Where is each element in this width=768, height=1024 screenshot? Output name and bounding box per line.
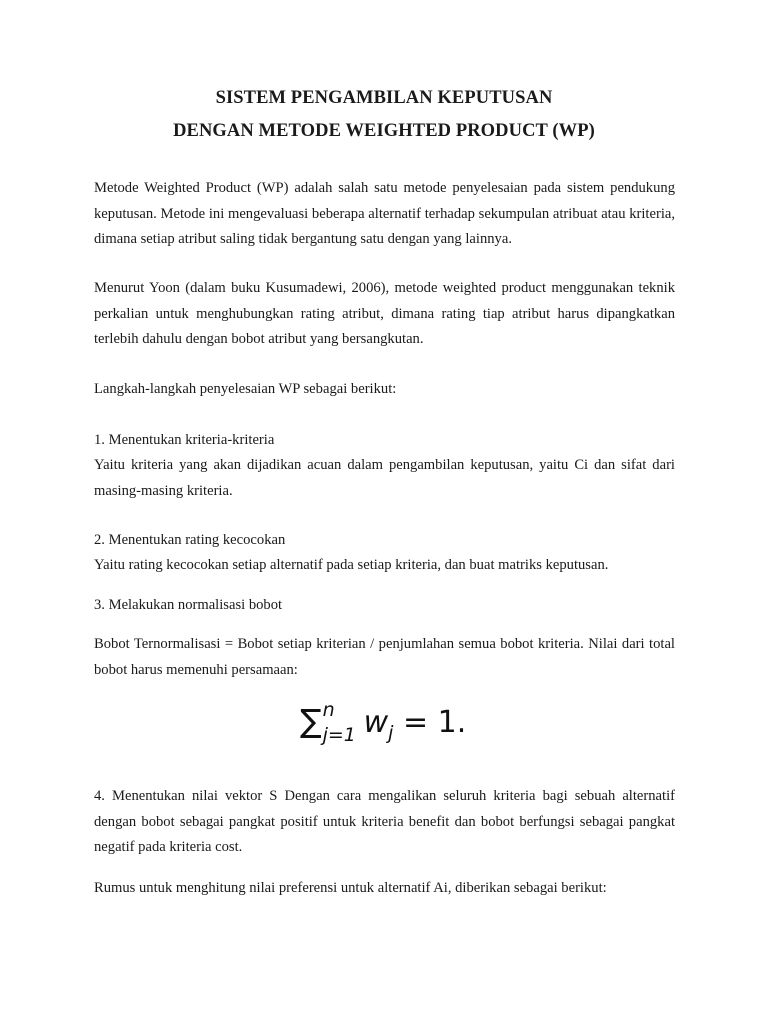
title-line-2: DENGAN METODE WEIGHTED PRODUCT (WP)	[173, 121, 595, 141]
title-line-1: SISTEM PENGAMBILAN KEPUTUSAN	[215, 88, 553, 108]
step-1-body: Yaitu kriteria yang akan dijadikan acuan dalam pengambilan keputusan, yaitu Ci dan sifat dari masing-masing kriteria.	[94, 457, 675, 499]
summation-symbol: ∑	[300, 702, 322, 740]
step-3-body: Bobot Ternormalisasi = Bobot setiap kriterian / penjumlahan semua bobot kriteria. Nilai dari total bobot harus memenuhi persamaan:	[94, 636, 675, 678]
lower-limit: j=1	[322, 723, 356, 746]
intro-paragraph: Metode Weighted Product (WP) adalah salah satu metode penyelesaian pada sistem pendukung keputusan. Metode ini mengevaluasi beberapa alternatif terhadap sekumpulan atribuat atau kriteria, dimana setiap atribut saling tidak bergantung satu dengan yang lainnya.	[94, 180, 675, 247]
upper-limit: n	[322, 698, 335, 721]
summation-limits	[322, 698, 364, 746]
step-3-heading: 3. Melakukan normalisasi bobot	[94, 597, 283, 613]
steps-intro: Langkah-langkah penyelesaian WP sebagai berikut:	[94, 381, 397, 397]
weight-variable: w	[363, 705, 389, 740]
weight-sum-equation	[300, 698, 467, 746]
step-4-body: 4. Menentukan nilai vektor S Dengan cara mengalikan seluruh kriteria bagi sebuah alternatif dengan bobot sebagai pangkat positif untuk kriteria benefit dan bobot berfungsi sebagai pangkat negatif pada kriteria cost.	[94, 788, 675, 855]
step-1-heading: 1. Menentukan kriteria-kriteria	[94, 432, 275, 448]
yoon-paragraph: Menurut Yoon (dalam buku Kusumadewi, 2006), metode weighted product menggunakan teknik perkalian untuk menghubungkan rating atribut, dimana rating tiap atribut harus dipangkatkan terlebih dahulu dengan bobot atribut yang bersangkutan.	[94, 280, 675, 347]
weight-index: j	[388, 722, 394, 744]
equation-rhs: = 1.	[402, 705, 467, 740]
step-2-heading: 2. Menentukan rating kecocokan	[94, 532, 286, 548]
step-2-body: Yaitu rating kecocokan setiap alternatif pada setiap kriteria, dan buat matriks keputusan.	[94, 557, 609, 573]
rumus-line: Rumus untuk menghitung nilai preferensi untuk alternatif Ai, diberikan sebagai berikut:	[94, 880, 607, 896]
